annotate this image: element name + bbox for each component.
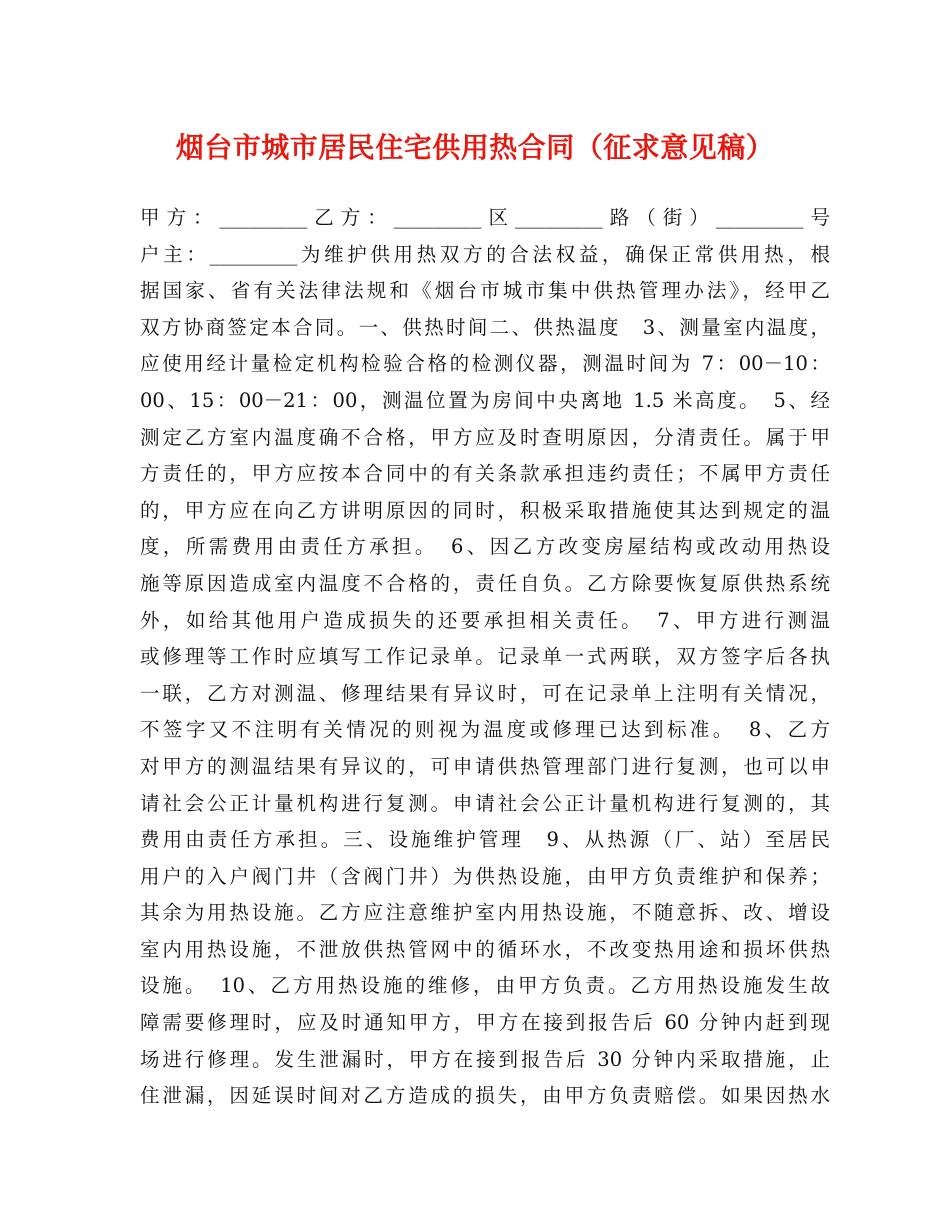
body-line: 不签字又不注明有关情况的则视为温度或修理已达到标准。 8、乙方 [140, 718, 830, 742]
document-title: 烟台市城市居民住宅供用热合同（征求意见稿） [175, 131, 775, 164]
body-line: 甲方：_________乙方：_________区_________路（街）_________号 [140, 206, 830, 229]
body-line: 度，所需费用由责任方承担。 6、因乙方改变房屋结构或改动用热设 [140, 535, 830, 559]
body-line: 据国家、省有关法律法规和《烟台市城市集中供热管理办法》，经甲乙 [140, 279, 830, 303]
body-line: 一联，乙方对测温、修理结果有异议时，可在记录单上注明有关情况， [140, 681, 830, 705]
body-line: 请社会公正计量机构进行复测。申请社会公正计量机构进行复测的，其 [140, 791, 830, 815]
body-line: 测定乙方室内温度确不合格，甲方应及时查明原因，分清责任。属于甲 [140, 425, 830, 449]
body-line: 户主：_________为维护供用热双方的合法权益，确保正常供用热，根 [140, 242, 830, 266]
body-line: 场进行修理。发生泄漏时，甲方在接到报告后 30 分钟内采取措施，止 [140, 1047, 830, 1071]
body-line: 其余为用热设施。乙方应注意维护室内用热设施，不随意拆、改、增设 [140, 901, 830, 925]
body-line: 外，如给其他用户造成损失的还要承担相关责任。 7、甲方进行测温 [140, 608, 830, 632]
body-line: 施等原因造成室内温度不合格的，责任自负。乙方除要恢复原供热系统 [140, 571, 830, 595]
body-line: 方责任的，甲方应按本合同中的有关条款承担违约责任；不属甲方责任 [140, 462, 830, 486]
body-line: 或修理等工作时应填写工作记录单。记录单一式两联，双方签字后各执 [140, 645, 830, 669]
body-line: 应使用经计量检定机构检验合格的检测仪器，测温时间为 7：00－10： [140, 352, 830, 376]
body-line: 00、15：00－21：00，测温位置为房间中央离地 1.5 米高度。 5、经 [140, 388, 830, 412]
body-line: 用户的入户阀门井（含阀门井）为供热设施，由甲方负责维护和保养； [140, 864, 830, 888]
body-line: 障需要修理时，应及时通知甲方，甲方在接到报告后 60 分钟内赶到现 [140, 1011, 830, 1035]
body-line: 住泄漏，因延误时间对乙方造成的损失，由甲方负责赔偿。如果因热水 [140, 1084, 830, 1108]
body-line: 双方协商签定本合同。一、供热时间二、供热温度 3、测量室内温度， [140, 315, 830, 339]
body-line: 的，甲方应在向乙方讲明原因的同时，积极采取措施使其达到规定的温 [140, 498, 830, 522]
body-line: 对甲方的测温结果有异议的，可申请供热管理部门进行复测，也可以申 [140, 754, 830, 778]
body-line: 费用由责任方承担。三、设施维护管理 9、从热源（厂、站）至居民 [140, 828, 830, 852]
body-line: 设施。 10、乙方用热设施的维修，由甲方负责。乙方用热设施发生故 [140, 974, 830, 998]
document-body [140, 200, 830, 1115]
body-line: 室内用热设施，不泄放供热管网中的循环水，不改变热用途和损坏供热 [140, 937, 830, 961]
